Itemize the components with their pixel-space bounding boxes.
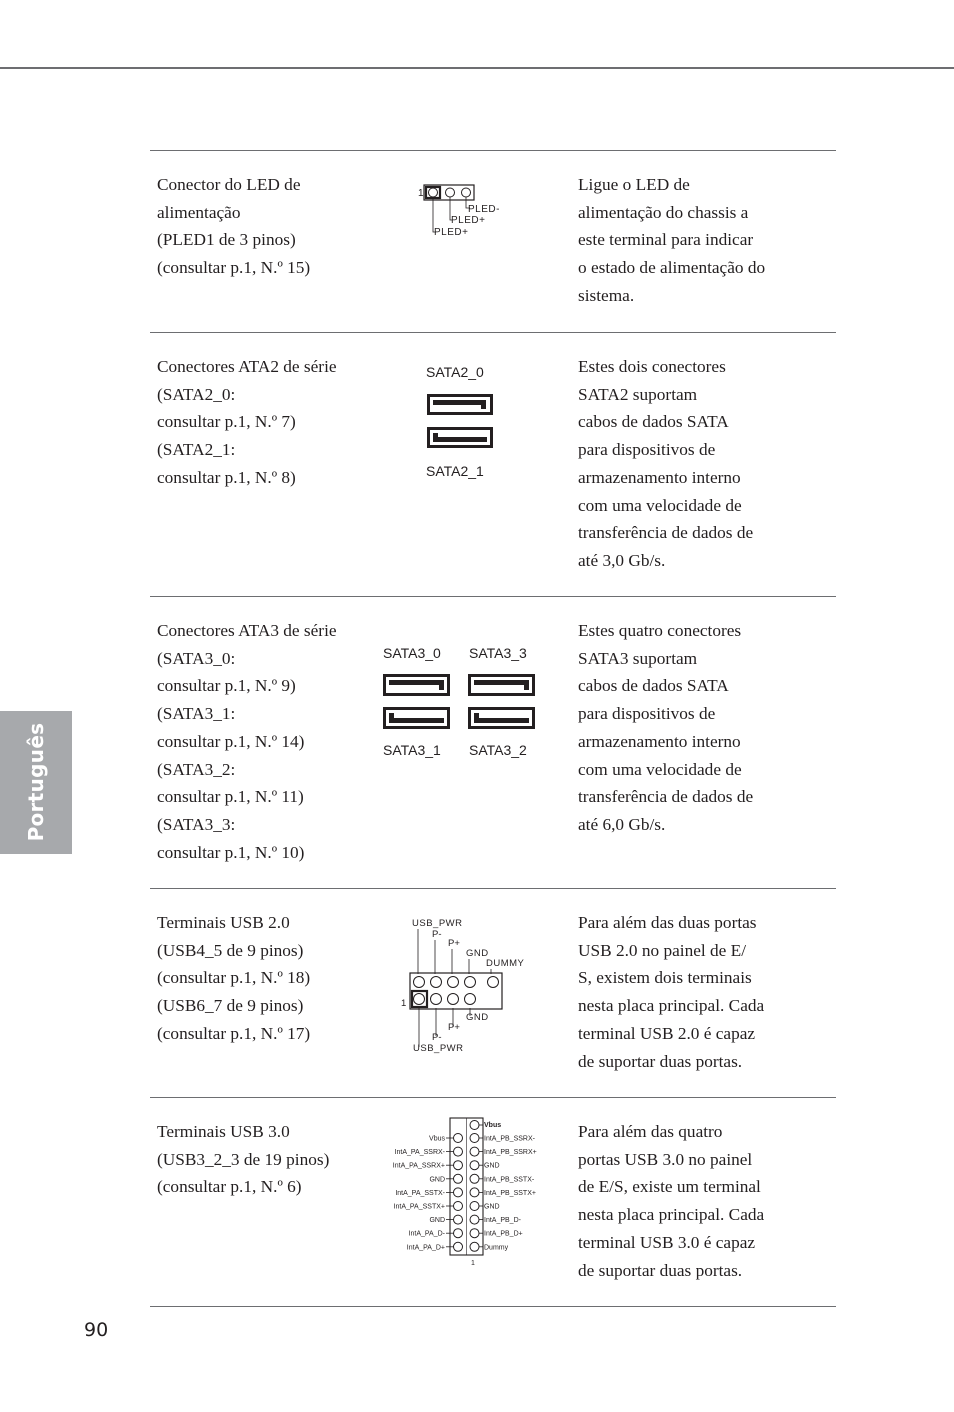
usb3-left-pin-label: IntA_PA_D+ [406,1244,445,1252]
text-line: Para além das quatro [578,1122,723,1141]
usb3-left-pin-label: GND [429,1176,445,1184]
text-line: (SATA3_0: [157,648,236,668]
usb3-header-diagram [376,1115,566,1270]
usb3-left-pin-label: IntA_PA_D- [408,1230,445,1238]
sata3-3-label: SATA3_3 [469,645,527,661]
pin-icon [470,1202,479,1211]
sata3-1-label: SATA3_1 [383,742,441,758]
p-plus-label: P+ [448,938,460,949]
usb3-right-pin-label: Dummy [484,1244,509,1252]
usb3-right-pin-label: IntA_PB_D+ [484,1230,523,1238]
text-line: transferência de dados de [578,787,754,807]
pin-icon [431,977,442,988]
text-line: (SATA2_0: [157,384,236,404]
text-line: terminal USB 2.0 é capaz [578,1023,756,1043]
text-line: terminal USB 3.0 é capaz [578,1232,756,1252]
pled-header-diagram [412,180,512,242]
pin-icon [414,977,425,988]
row-divider [150,1306,836,1307]
usb3-left-pin-label: IntA_PA_SSTX- [395,1189,445,1197]
text-line: consultar p.1, N.º 7) [157,412,296,432]
sata2-connectors-diagram [420,360,510,485]
text-line: Ligue o LED de [578,175,690,194]
pin-icon [462,188,471,197]
pin-icon [454,1188,463,1197]
text-line: com uma velocidade de [578,759,742,779]
p-minus-label: P- [432,1032,442,1043]
text-line: SATA2 suportam [578,384,698,404]
text-line: de E/S, existe um terminal [578,1177,761,1197]
usb3-left-pin-label: IntA_PA_SSTX+ [393,1203,445,1211]
usb2-description [157,909,377,1048]
text-line: armazenamento interno [578,731,741,751]
text-line: (PLED1 de 3 pinos) [157,230,296,250]
text-line: de suportar duas portas. [578,1051,743,1071]
pin-icon [454,1134,463,1143]
text-line: Terminais USB 3.0 [157,1122,290,1141]
pin-icon [454,1147,463,1156]
text-line: Conectores ATA2 de série [157,357,337,376]
pin-icon [454,1161,463,1170]
text-line: consultar p.1, N.º 14) [157,731,305,751]
row-divider [150,150,836,151]
text-line: cabos de dados SATA [578,676,729,696]
text-line: para dispositivos de [578,440,716,460]
pin-icon [470,1147,479,1156]
sata2-1-label: SATA2_1 [426,463,484,479]
language-side-tab [0,711,72,854]
text-line: (USB3_2_3 de 19 pinos) [157,1149,330,1169]
top-rule [0,67,954,69]
text-line: este terminal para indicar [578,230,754,250]
text-line: Conector do LED de [157,175,301,194]
text-line: (SATA3_2: [157,759,236,779]
text-line: portas USB 3.0 no painel [578,1149,753,1169]
pin-icon [470,1161,479,1170]
pin-icon [470,1121,479,1130]
sata3-explanation [578,617,818,839]
dummy-label: DUMMY [486,958,525,969]
pin-icon [446,188,455,197]
pin-icon [448,994,459,1005]
text-line: o estado de alimentação do [578,258,766,278]
text-line: (consultar p.1, N.º 17) [157,1023,311,1043]
p-plus-label: P+ [448,1022,460,1033]
usb-pwr-label: USB_PWR [413,1043,464,1054]
text-line: Para além das duas portas [578,913,757,932]
usb2-explanation [578,909,818,1075]
pin-icon [429,188,438,197]
text-line: (consultar p.1, N.º 18) [157,968,311,988]
pled-description [157,171,377,282]
pin-icon [465,977,476,988]
text-line: Estes quatro conectores [578,621,742,640]
sata3-0-label: SATA3_0 [383,645,441,661]
text-line: Terminais USB 2.0 [157,913,290,932]
pin-icon [431,994,442,1005]
sata3-description [157,617,377,866]
usb3-right-pin-label: GND [484,1162,500,1170]
pled-explanation [578,171,818,310]
text-line: (SATA2_1: [157,440,236,460]
pin-icon [454,1215,463,1224]
text-line: nesta placa principal. Cada [578,996,765,1016]
text-line: (USB6_7 de 9 pinos) [157,996,304,1016]
text-line: alimentação do chassis a [578,202,749,222]
text-line: consultar p.1, N.º 11) [157,787,304,807]
p-minus-label: P- [432,929,442,940]
sata2-description [157,353,377,492]
pin-icon [470,1229,479,1238]
text-line: USB 2.0 no painel de E/ [578,940,746,960]
usb3-left-pin-label: IntA_PA_SSRX+ [392,1162,445,1170]
row-divider [150,888,836,889]
pled-plus-label: PLED+ [451,215,486,226]
sata2-explanation [578,353,818,575]
pin-icon [454,1242,463,1251]
usb2-pin1-label: 1 [401,998,407,1009]
text-line: até 3,0 Gb/s. [578,550,666,570]
text-line: (consultar p.1, N.º 6) [157,1177,302,1197]
vbus-label: Vbus [484,1122,502,1129]
gnd-label: GND [466,948,489,959]
text-line: sistema. [578,285,635,305]
text-line: nesta placa principal. Cada [578,1205,765,1225]
usb3-right-pin-label: GND [484,1203,500,1211]
text-line: (SATA3_3: [157,814,236,834]
text-line: armazenamento interno [578,467,741,487]
usb-pwr-label: USB_PWR [412,918,463,929]
pin-icon [470,1215,479,1224]
pin-icon [448,977,459,988]
pin-icon [470,1174,479,1183]
pin-icon [470,1242,479,1251]
usb3-left-pin-label: Vbus [429,1135,445,1143]
pled-plus-label: PLED+ [434,227,469,238]
text-line: de suportar duas portas. [578,1260,743,1280]
text-line: (SATA3_1: [157,704,236,724]
text-line: até 6,0 Gb/s. [578,814,666,834]
row-divider [150,332,836,333]
text-line: S, existem dois terminais [578,968,752,988]
usb2-header-diagram [395,912,535,1057]
usb3-explanation [578,1118,818,1284]
text-line: consultar p.1, N.º 8) [157,467,296,487]
text-line: consultar p.1, N.º 9) [157,676,296,696]
usb3-right-pin-label: IntA_PB_D- [484,1217,521,1225]
gnd-label: GND [466,1012,489,1023]
language-side-tab-label: Português [24,722,48,842]
text-line: transferência de dados de [578,523,754,543]
pled-minus-label: PLED- [468,204,500,215]
pin-icon [454,1174,463,1183]
text-line: alimentação [157,202,241,222]
usb3-pin1-label: 1 [471,1260,475,1267]
pin-icon [414,994,425,1005]
page-number: 90 [84,1319,109,1341]
text-line: SATA3 suportam [578,648,698,668]
pin-icon [470,1134,479,1143]
pled-pin1-label: 1 [418,188,424,199]
row-divider [150,1097,836,1098]
sata3-2-label: SATA3_2 [469,742,527,758]
usb3-left-pin-label: IntA_PA_SSRX- [394,1149,445,1157]
pin-icon [465,994,476,1005]
text-line: Estes dois conectores [578,357,726,376]
pin-icon [454,1202,463,1211]
usb3-left-pin-label: GND [429,1217,445,1225]
text-line: (consultar p.1, N.º 15) [157,258,311,278]
row-divider [150,596,836,597]
usb3-right-pin-label: IntA_PB_SSTX- [484,1176,535,1184]
sata3-connectors-diagram [378,640,543,765]
text-line: para dispositivos de [578,704,716,724]
text-line: (USB4_5 de 9 pinos) [157,940,304,960]
usb3-description [157,1118,377,1201]
usb3-right-pin-label: IntA_PB_SSTX+ [484,1189,536,1197]
text-line: cabos de dados SATA [578,412,729,432]
text-line: consultar p.1, N.º 10) [157,842,305,862]
usb3-right-pin-label: IntA_PB_SSRX- [484,1135,535,1143]
pin-icon [488,977,499,988]
usb3-right-pin-label: IntA_PB_SSRX+ [484,1149,537,1157]
sata2-0-label: SATA2_0 [426,364,484,380]
pin-icon [454,1229,463,1238]
pin-icon [470,1188,479,1197]
text-line: com uma velocidade de [578,495,742,515]
text-line: Conectores ATA3 de série [157,621,337,640]
